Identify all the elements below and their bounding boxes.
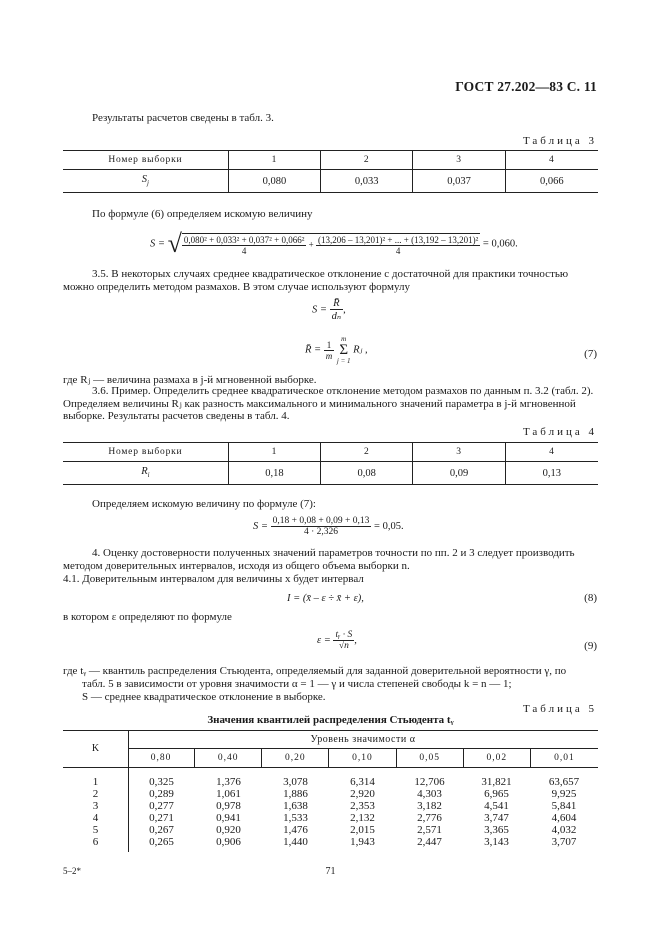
table5-col: 0,10 <box>329 749 396 767</box>
table4-row <box>63 462 598 485</box>
table5-cell: 1,440 <box>283 836 308 848</box>
table5-body <box>63 775 598 847</box>
table5-cell: 2,776 <box>417 812 442 824</box>
table3-cell: 0,037 <box>413 170 505 193</box>
table5-cell: 3,182 <box>417 800 442 812</box>
table3-col: 3 <box>413 151 505 170</box>
table5-cell: 1,943 <box>350 836 375 848</box>
table5-cell: 0,920 <box>216 824 241 836</box>
table5-k: 4 <box>92 812 99 824</box>
table5-cell: 1,476 <box>283 824 308 836</box>
formula8: I = (x̄ – ε ÷ x̄ + ε), <box>287 593 364 604</box>
table3-cell: 0,066 <box>505 170 598 193</box>
table5-cell: 2,015 <box>350 824 375 836</box>
formula6-part2-den: 4 <box>395 245 401 256</box>
formula9-number: (9) <box>584 640 597 652</box>
table5-cell: 1,886 <box>283 788 308 800</box>
table4-cell: 0,09 <box>413 462 505 485</box>
where1-line1: где tᵧ — квантиль распределения Стьюдента, определяемый для заданной доверительной вероятности γ, по <box>63 665 567 677</box>
table5-cell: 1,061 <box>216 788 241 800</box>
table5-cell: 63,657 <box>548 776 580 788</box>
table5-col: 0,20 <box>262 749 329 767</box>
table5-k: 6 <box>92 836 99 848</box>
formula8-number: (8) <box>584 592 597 604</box>
table5-caption: Таблица 5 <box>522 703 597 715</box>
intro-text: Результаты расчетов сведены в табл. 3. <box>92 112 274 124</box>
table5-row <box>63 835 598 847</box>
table5-row <box>63 787 598 799</box>
where-rj: где Rⱼ — величина размаха в j-й мгновенной выборке. <box>63 374 317 386</box>
table4-cell: 0,18 <box>228 462 320 485</box>
table3-caption: Таблица 3 <box>522 135 597 147</box>
table5-cell: 3,747 <box>484 812 509 824</box>
table5-row <box>63 775 598 787</box>
example7: S = $\frac{0,18 + 0,08 + 0,09 + 0,13}{4 \cdot 2,326}$ = 0,05. <box>253 516 404 537</box>
p41-line1: 4.1. Доверительным интервалом для величины x будет интервал <box>63 573 364 585</box>
table5-col-row <box>128 749 598 767</box>
table5-group-label: Уровень значимости α <box>310 734 416 745</box>
table5-cell: 6,314 <box>350 776 375 788</box>
formula6-intro: По формуле (6) определяем искомую величину <box>92 208 313 220</box>
table5-k: 5 <box>92 824 99 836</box>
table5-cell: 1,533 <box>283 812 308 824</box>
table5-col: 0,80 <box>150 753 172 763</box>
table5-row <box>63 823 598 835</box>
table5-cell: 5,841 <box>551 800 577 812</box>
page-header: ГОСТ 27.202—83 С. 11 <box>455 79 597 94</box>
table5-cell: 6,965 <box>484 788 509 800</box>
table3-cell: 0,080 <box>228 170 320 193</box>
table4-cell: 0,08 <box>321 462 413 485</box>
table3-col: 4 <box>505 151 598 170</box>
where1-line2: табл. 5 в зависимости от уровня значимости α = 1 — γ и числа степеней свободы k = n — 1; <box>82 678 512 690</box>
formula7-intro: Определяем искомую величину по формуле (7): <box>92 498 316 510</box>
table5-cell: 1,376 <box>216 776 241 788</box>
table5-cell: 2,920 <box>350 788 375 800</box>
table4-row-label: $R_i$ <box>63 462 228 485</box>
table4-col: 1 <box>228 443 320 462</box>
table5-cell: 3,365 <box>484 824 509 836</box>
table5-cell: 4,032 <box>551 824 577 836</box>
table5 <box>128 749 598 767</box>
table4-head-label: Номер выборки <box>63 443 228 462</box>
table3-row <box>63 170 598 193</box>
table5-cell: 4,604 <box>551 812 577 824</box>
table5-cell: 0,289 <box>149 788 174 800</box>
table3-col: 2 <box>321 151 413 170</box>
table5-cell: 9,925 <box>551 788 577 800</box>
table5-col: 0,01 <box>530 749 598 767</box>
table5-cell: 0,978 <box>216 800 241 812</box>
table5-cell: 31,821 <box>481 776 512 788</box>
formula6: S = √ $\frac{\text{0,080² + 0,033² + 0,037² + 0,066²}}{4}$ + $\frac{\text{(13,206 – 13,201)² + ... + (13,192 – 13,201)²}}{4}$ = 0,060. <box>150 229 518 258</box>
table5-cell: 12,706 <box>414 776 445 788</box>
table5-row <box>63 811 598 823</box>
formula6-lhs: S = <box>150 238 165 250</box>
table5-k: 1 <box>92 776 99 788</box>
table3-col: 1 <box>228 151 320 170</box>
table5-cell: 0,277 <box>149 800 174 812</box>
formula6-part1-num: 0,080² + 0,033² + 0,037² + 0,066² <box>183 234 305 245</box>
table5-cell: 2,571 <box>417 824 442 836</box>
table5-cell: 3,078 <box>283 776 308 788</box>
p41-line2: в котором ε определяют по формуле <box>63 611 232 623</box>
table5-cell: 2,447 <box>417 836 442 848</box>
table5-cell: 0,271 <box>149 812 174 824</box>
table4 <box>63 442 598 485</box>
table5-cell: 4,303 <box>417 788 442 800</box>
table4-header-row <box>63 443 598 462</box>
table3-cell: 0,033 <box>321 170 413 193</box>
table3-header-row <box>63 151 598 170</box>
formula6-part2-num: (13,206 – 13,201)² + ... + (13,192 – 13,201)² <box>317 234 479 245</box>
table5-cell: 3,707 <box>551 836 577 848</box>
page-number: 71 <box>325 866 336 877</box>
table5-k: 3 <box>92 800 99 812</box>
table4-col: 2 <box>321 443 413 462</box>
table5-cell: 0,267 <box>149 824 174 836</box>
p4-line1: 4. Оценку достоверности полученных значений параметров точности по пп. 2 и 3 следует производить <box>92 547 575 559</box>
p35-line2: можно определить методом размахов. В этом случае используют формулу <box>63 281 410 293</box>
where2: S — среднее квадратическое отклонение в выборке. <box>82 691 326 703</box>
table5-cell: 0,325 <box>149 776 174 788</box>
table5-cell: 2,132 <box>350 812 375 824</box>
table5-cell: 3,143 <box>484 836 509 848</box>
table4-cell: 0,13 <box>505 462 598 485</box>
table5-cell: 2,353 <box>350 800 375 812</box>
table3-head-label: Номер выборки <box>63 151 228 170</box>
table5-head-rule <box>63 767 598 768</box>
table4-col: 4 <box>505 443 598 462</box>
formula6-result: = 0,060. <box>482 238 518 250</box>
table5-row <box>63 799 598 811</box>
table5-title: Значения квантилей распределения Стьюдента tᵧ <box>207 714 454 726</box>
table3-row-label: $S_j$ <box>63 170 228 193</box>
p35-line1: 3.5. В некоторых случаях среднее квадратическое отклонение с достаточной для практики точностью <box>92 268 569 280</box>
table5-k: 2 <box>92 788 99 800</box>
table5-k-label: K <box>91 743 100 754</box>
formula-s: S = $\frac{R̄}{\text{dₙ}}$ , <box>312 298 346 322</box>
table5-col: 0,05 <box>396 749 463 767</box>
table5-col: 0,40 <box>195 749 262 767</box>
formula6-part1-den: 4 <box>241 245 247 256</box>
formula7: R̄ = $\frac{1}{m}$ m Σ j = 1 Rⱼ , <box>305 335 368 365</box>
table4-col: 3 <box>413 443 505 462</box>
table3 <box>63 150 598 193</box>
table5-cell: 1,638 <box>283 800 308 812</box>
table5-top-rule <box>63 730 598 731</box>
p36-line3: выборке. Результаты расчетов сведены в табл. 4. <box>63 410 290 422</box>
formula9: ε = $\frac{\text{tᵧ · S}}{√n}$ , <box>317 630 357 651</box>
p36-line1: 3.6. Пример. Определить среднее квадратическое отклонение методом размахов по данным п. 3.2 (табл. 2). <box>92 385 594 397</box>
table4-caption: Таблица 4 <box>522 426 597 438</box>
table5-cell: 4,541 <box>484 800 509 812</box>
table5-col: 0,02 <box>463 749 530 767</box>
table5-cell: 0,906 <box>216 836 241 848</box>
formula7-number: (7) <box>584 348 597 360</box>
footer-mark: 5–2* <box>63 866 81 876</box>
table5-cell: 0,941 <box>216 812 241 824</box>
table5-cell: 0,265 <box>149 836 174 848</box>
p4-line2: методом доверительных интервалов, исходя из общего объема выборки n. <box>63 560 410 572</box>
p36-line2: Определяем величины Rⱼ как разность максимального и минимального значений параметра в j-й мгновенной <box>63 398 576 410</box>
